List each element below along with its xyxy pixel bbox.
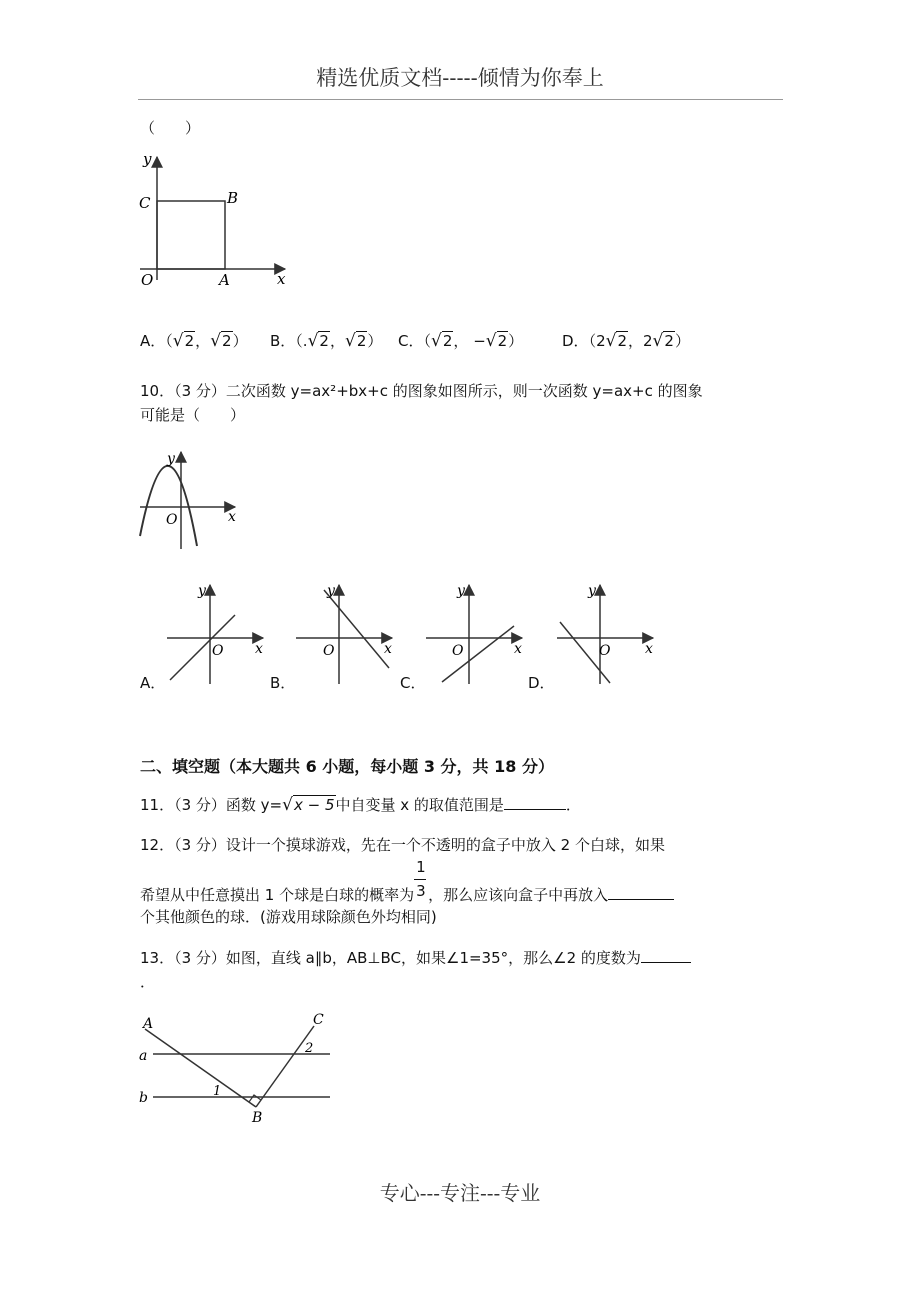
q10-graph-c <box>424 580 529 685</box>
q9-option-d-open: （2 <box>588 332 606 350</box>
q10-a-O: O <box>212 643 224 659</box>
q10-graph-d <box>555 580 660 685</box>
q9-option-a[interactable] <box>140 330 248 351</box>
q10-fig-y: y <box>167 451 175 467</box>
q13-line2: ． <box>140 973 156 991</box>
q10-option-c[interactable]: C． <box>400 674 426 692</box>
q9-option-a-sep: ， <box>195 332 211 350</box>
q13-stem-text: 13．（3 分）如图，直线 a∥b，AB⊥BC，如果∠1=35°，那么∠2 的度数为 <box>140 949 641 967</box>
q12-fraction <box>414 858 428 905</box>
q12-line3: 个其他颜色的球．(游戏用球除颜色外均相同) <box>140 908 437 926</box>
q10-option-a[interactable]: A． <box>140 674 166 692</box>
q9-option-c-sqrt1: √2 <box>431 331 453 351</box>
q9-option-c-close: ） <box>508 332 524 350</box>
q10-c-O: O <box>452 643 464 659</box>
q10-fig-x: x <box>228 509 236 525</box>
q12-frac-num: 1 <box>416 858 426 876</box>
q11-end: ． <box>565 796 581 814</box>
page-header: 精选优质文档-----倾情为你奉上 <box>316 66 604 90</box>
q13-line1 <box>140 948 691 968</box>
q9-option-d-sep: ，2 <box>628 332 653 350</box>
q9-fig-O: O <box>141 271 154 289</box>
q12-line2 <box>140 858 674 905</box>
q10-option-b[interactable]: B． <box>270 674 296 692</box>
q10-graph-a <box>165 580 270 685</box>
q10-stem-line1: 10．（3 分）二次函数 y=ax²+bx+c 的图象如图所示，则一次函数 y=ax+c 的图象 <box>140 382 703 400</box>
q9-option-b-sqrt1: √2 <box>307 331 329 351</box>
q9-option-c-sep: ， <box>453 332 469 350</box>
q9-option-a-sqrt2: √2 <box>210 331 232 351</box>
q9-option-c-open: （ <box>423 332 431 350</box>
q10-c-x: x <box>514 641 522 657</box>
q12-line2-prefix: 希望从中任意摸出 1 个球是白球的概率为 <box>140 886 415 904</box>
q9-square-figure <box>125 145 305 295</box>
q9-option-b[interactable] <box>270 330 382 351</box>
q9-option-c-neg: − <box>473 332 486 350</box>
q9-fig-y: y <box>143 150 152 168</box>
q9-fig-B: B <box>227 189 239 207</box>
q9-option-b-close: ） <box>367 332 383 350</box>
q12-answer-blank[interactable] <box>608 899 674 900</box>
q9-option-d-sqrt1: √2 <box>605 331 627 351</box>
q9-option-a-sqrt1: √2 <box>172 331 195 351</box>
q10-fig-O: O <box>166 512 178 528</box>
q10-d-y: y <box>588 583 596 599</box>
q10-b-y: y <box>327 583 335 599</box>
q11-answer-blank[interactable] <box>504 809 566 810</box>
q9-option-d-sqrt2: √2 <box>652 331 674 351</box>
q9-option-d-close: ） <box>674 332 690 350</box>
q10-graph-b <box>294 580 399 685</box>
q10-b-O: O <box>323 643 335 659</box>
q10-parabola-figure <box>135 446 245 551</box>
q9-option-a-open: （ <box>165 332 173 350</box>
section-fill-in-title: 二、填空题（本大题共 6 小题，每小题 3 分，共 18 分） <box>140 757 554 776</box>
q9-option-b-letter: B． <box>270 332 296 350</box>
q10-a-x: x <box>255 641 263 657</box>
q9-option-a-close: ） <box>232 332 248 350</box>
q13-figure <box>135 1008 340 1128</box>
q9-fig-x: x <box>277 270 286 288</box>
q13-answer-blank[interactable] <box>641 962 691 963</box>
q10-option-d[interactable]: D． <box>528 674 555 692</box>
q11-sqrt: √x − 5 <box>282 795 335 815</box>
q9-answer-paren: （ ） <box>140 119 201 137</box>
q9-option-d-letter: D． <box>562 332 589 350</box>
q11-prefix: 11．（3 分）函数 y= <box>140 796 283 814</box>
q9-option-d[interactable] <box>562 330 690 351</box>
q12-line1: 12．（3 分）设计一个摸球游戏，先在一个不透明的盒子中放入 2 个白球，如果 <box>140 836 665 854</box>
q10-b-x: x <box>384 641 392 657</box>
q9-fig-C: C <box>139 194 151 212</box>
q10-a-y: y <box>198 583 206 599</box>
q13-fig-a: a <box>139 1048 148 1064</box>
q10-d-x: x <box>645 641 653 657</box>
q9-option-c-sqrt2: √2 <box>485 331 508 351</box>
q11-suffix: 中自变量 x 的取值范围是 <box>335 796 504 814</box>
q9-option-c[interactable] <box>398 330 523 351</box>
q13-fig-b: b <box>139 1090 148 1106</box>
q13-fig-1: 1 <box>213 1084 222 1099</box>
q13-fig-B: B <box>252 1110 263 1126</box>
q13-fig-A: A <box>143 1016 154 1032</box>
q10-c-y: y <box>457 583 465 599</box>
q9-option-c-letter: C． <box>398 332 424 350</box>
q9-option-a-letter: A． <box>140 332 166 350</box>
q9-option-b-sqrt2: √2 <box>344 331 367 351</box>
q12-frac-den: 3 <box>416 882 426 900</box>
q12-line2-suffix: ，那么应该向盒子中再放入 <box>428 886 609 904</box>
q10-d-O: O <box>599 643 611 659</box>
q12-frac-bar <box>414 879 426 880</box>
header-divider <box>138 99 783 100</box>
q9-option-b-sep: ， <box>329 332 345 350</box>
q13-fig-C: C <box>313 1012 324 1028</box>
q9-option-b-open: （. <box>295 332 308 350</box>
page-footer: 专心---专注---专业 <box>379 1181 541 1205</box>
q13-fig-2: 2 <box>305 1041 314 1056</box>
q9-fig-A: A <box>219 271 230 289</box>
q10-stem-line2: 可能是（ ） <box>140 406 246 424</box>
q11-stem <box>140 795 581 815</box>
